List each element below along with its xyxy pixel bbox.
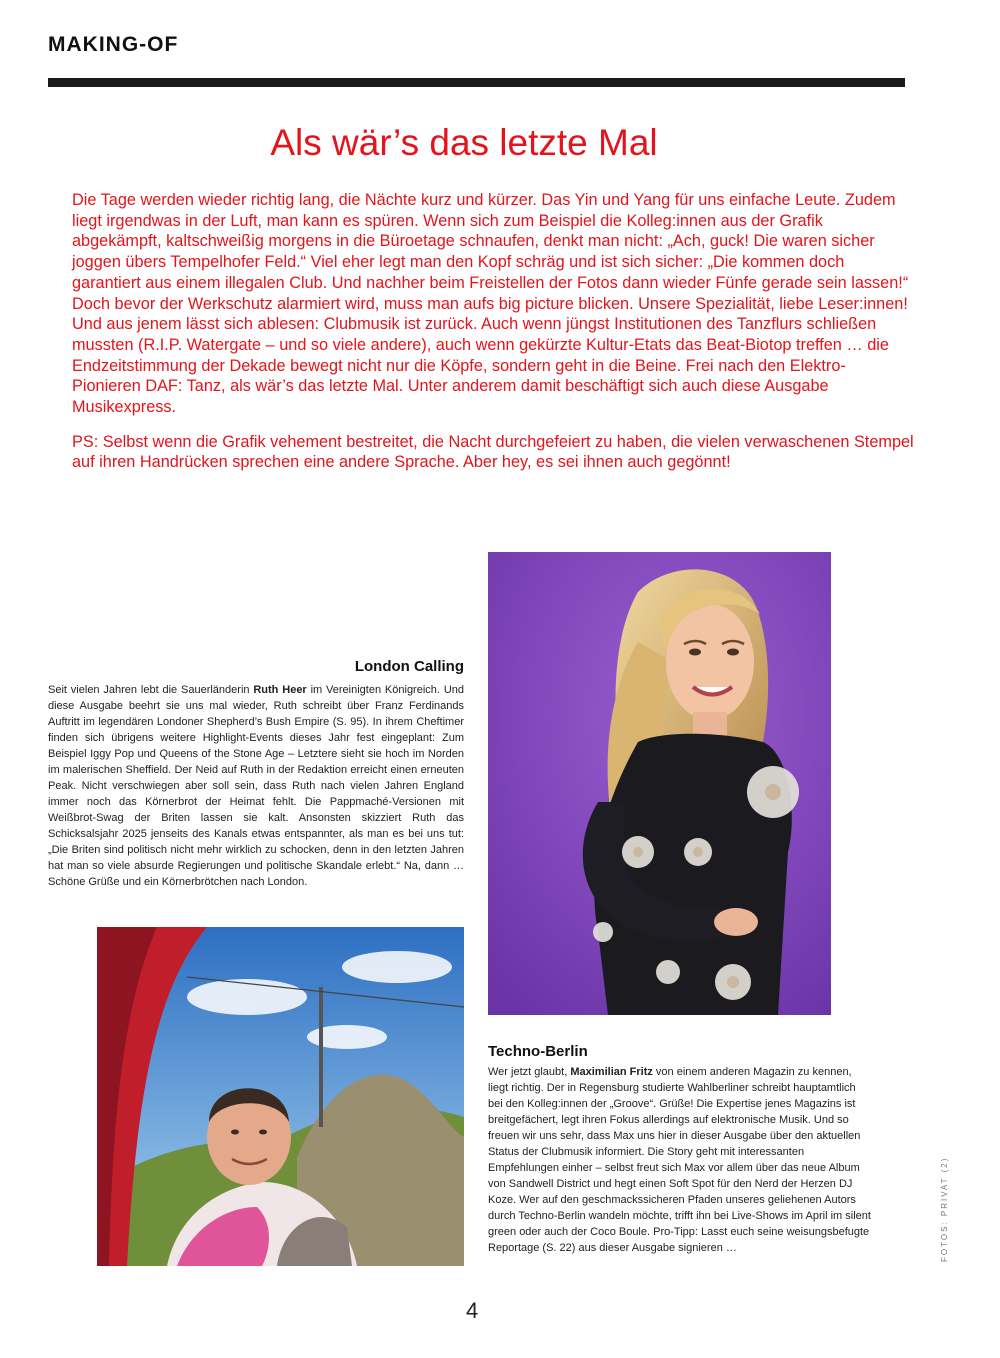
author-name-maximilian-fritz: Maximilian Fritz (570, 1066, 653, 1078)
london-text-after: im Vereinigten Königreich. Und diese Ausgabe beehrt sie uns mal wieder, Ruth schreibt über Franz Ferdinands Auftritt im legendären Londoner Shepherd’s Bush Empire (S. 95). In ihrem Cheftimer finden sich übrigens weitere Highlight-Events dieses Jahr fest eingeplant: Zum Beispiel Iggy Pop und Queens of the Stone Age – Letztere sieht sie hoch im Norden im malerischen Sheffield. Der Neid auf Ruth in der Redaktion erreicht einen erneuten Peak. Nicht verschwiegen aber soll sein, dass Ruth nach vielen Jahren England immer noch das Körnerbrot der Heimat fehlt. Die Pappmaché-Versionen mit Weißbrot-Swag der Briten lassen sie kalt. Ansonsten skizziert Ruth das Schicksalsjahr 2025 jenseits des Kanals etwas entspannter, als man es bei uns tut: „Die Briten sind politisch nicht mehr wirklich zu schocken, denn in den letzten Jahren hat man so viele absurde Regierungen und politische Skandale erlebt.“ Na, dann … Schöne Grüße und ein Körnerbrötchen nach London. (48, 684, 464, 888)
techno-berlin-title: Techno-Berlin (488, 1043, 588, 1060)
intro-paragraph-1: Die Tage werden wieder richtig lang, die Nächte kurz und kürzer. Das Yin und Yang für uns einfache Leute. Zudem liegt irgendwas in der Luft, man kann es spüren. Wenn sich zum Beispiel die Kolleg:innen aus der Grafik abgekämpft, kaltschweißig morgens in die Büroetage schnaufen, denkt man nicht: „Ach, guck! Die waren sicher joggen übers Tempelhofer Feld.“ Viel eher legt man den Kopf schräg und ist sich sicher: „Die kommen doch garantiert aus einem illegalen Club. Und nachher beim Freistellen der Fotos dann wieder Fünfe gerade sein lassen!“ Doch bevor der Werkschutz alarmiert wird, muss man aufs big picture blicken. Unsere Spezialität, liebe Leser:innen! Und aus jenem lässt sich ablesen: Clubmusik ist zurück. Auch wenn jüngst Institutionen des Tanzflurs schließen mussten (R.I.P. Watergate – und so viele andere), auch wenn gekürzte Kultur-Etats das Beat-Biotop treffen … die Endzeitstimmung der Dekade bewegt nicht nur die Köpfe, sondern geht in die Beine. Frei nach den Elektro-Pionieren DAF: Tanz, als wär’s das letzte Mal. Unter anderem damit beschäftigt sich auch diese Ausgabe Musikexpress. (72, 191, 909, 417)
photo-credit: FOTOS: PRIVAT (2) (940, 1156, 949, 1262)
page-number: 4 (466, 1298, 479, 1323)
london-calling-text (48, 682, 464, 890)
headline: Als wär’s das letzte Mal (270, 122, 658, 163)
intro-paragraph-2: PS: Selbst wenn die Grafik vehement bestreitet, die Nacht durchgefeiert zu haben, die vielen verwaschenen Stempel auf ihren Handrücken sprechen eine andere Sprache. Aber hey, es sei ihnen auch gegönnt! (72, 432, 914, 472)
photo-maximilian-fritz (97, 927, 464, 1266)
header-rule (48, 78, 905, 87)
london-calling-title: London Calling (354, 658, 464, 675)
intro-text (72, 190, 914, 487)
author-name-ruth-heer: Ruth Heer (253, 684, 307, 696)
portrait-photo-ruth-heer (488, 552, 831, 1015)
berlin-text-before: Wer jetzt glaubt, (488, 1066, 571, 1078)
berlin-text-after: von einem anderen Magazin zu kennen, liegt richtig. Der in Regensburg studierte Wahlberliner schreibt hauptamtlich bei den Kolleg:innen der „Groove“. Grüße! Die Expertise jenes Magazins ist breitgefächert, legt ihren Fokus allerdings auf elektronische Musik. Und so freuen wir uns sehr, dass Max uns hier in dieser Ausgabe über den aktuellen Status der Clubmusik informiert. Die Story geht mit interessanten Empfehlungen einher – selbst freut sich Max vor allem über das neue Album von Sandwell District und hegt einen Soft Spot für den Nerd der Herzen DJ Koze. Wer auf den geschmackssicheren Pfaden unseres geliehenen Autors durch Techno-Berlin wandeln möchte, trifft ihn bei Live-Shows im April im silent green oder auch der Coco Boule. Pro-Tipp: Lasst euch seine weisungsbefugte Reportage (S. 22) aus dieser Ausgabe signieren … (488, 1066, 871, 1254)
techno-berlin-text (488, 1064, 871, 1256)
section-label: MAKING-OF (48, 33, 179, 56)
london-text-before: Seit vielen Jahren lebt die Sauerländerin (48, 684, 254, 696)
